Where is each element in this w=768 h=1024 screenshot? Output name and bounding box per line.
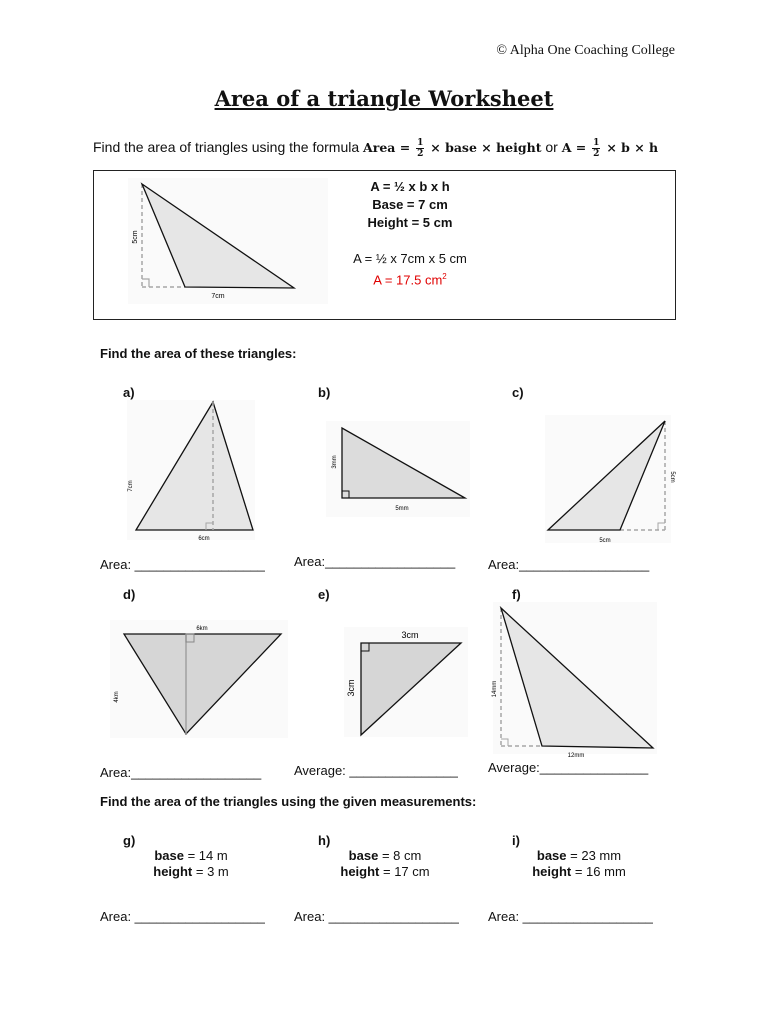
- fraction-half-1: [416, 138, 424, 159]
- example-calculation: A = ½ x 7cm x 5 cm: [353, 251, 467, 266]
- problem-i-base: [504, 848, 654, 864]
- problem-c-diagram: [540, 413, 676, 549]
- problem-g-height-value: = 3 m: [195, 864, 229, 879]
- problem-g-answer[interactable]: Area: __________________: [100, 909, 265, 924]
- problem-i-height-key: height: [532, 864, 572, 879]
- problem-g-label: g): [123, 833, 136, 848]
- problem-a-label: a): [123, 385, 135, 400]
- problem-h-measurements: [310, 848, 460, 880]
- problem-i-measurements: [504, 848, 654, 880]
- problem-h-label: h): [318, 833, 331, 848]
- problem-d-answer[interactable]: Area:__________________: [100, 765, 262, 780]
- instructions-or: or: [545, 139, 558, 156]
- problem-i-answer[interactable]: Area: __________________: [488, 909, 653, 924]
- fraction-numerator: 1: [417, 138, 424, 148]
- formula-1-lhs: Area =: [363, 140, 411, 156]
- instructions-prefix: Find the area of triangles using the formula: [93, 139, 360, 156]
- problem-e-base-label: 3cm: [401, 630, 419, 640]
- problem-d-diagram: [108, 618, 290, 740]
- problem-b-height-label: 3mm: [332, 455, 338, 469]
- problem-c-base-label: 5cm: [599, 538, 611, 544]
- problem-f-answer[interactable]: Average:_______________: [488, 760, 649, 775]
- fraction-denominator: 2: [593, 149, 600, 159]
- problem-e-label: e): [318, 587, 330, 602]
- example-working: [330, 178, 490, 286]
- example-base: Base = 7 cm: [372, 197, 448, 212]
- problem-e-diagram: [340, 625, 470, 740]
- example-height: Height = 5 cm: [367, 215, 453, 230]
- problem-i-base-key: base: [536, 848, 567, 863]
- problem-c-answer[interactable]: Area:__________________: [488, 557, 650, 572]
- fraction-numerator: 1: [593, 138, 600, 148]
- problem-h-height-value: = 17 cm: [383, 864, 430, 879]
- problem-i-height: [504, 864, 654, 880]
- problem-i-height-value: = 16 mm: [574, 864, 626, 879]
- problem-g-height-key: height: [153, 864, 193, 879]
- problem-d-height-label: 4km: [114, 691, 120, 703]
- example-result-superscript: 2: [442, 272, 447, 281]
- problem-g-base-value: = 14 m: [187, 848, 228, 863]
- problem-g-base-key: base: [154, 848, 184, 863]
- problem-a-base-label: 6cm: [198, 536, 210, 542]
- problem-i-label: i): [512, 833, 520, 848]
- problem-h-height-key: height: [340, 864, 380, 879]
- problem-b-diagram: [322, 418, 474, 520]
- problem-f-diagram: [490, 600, 662, 760]
- example-formula: A = ½ x b x h: [370, 179, 450, 194]
- problem-c-height-label: 5cm: [669, 471, 675, 483]
- example-result-value: A = 17.5 cm: [373, 272, 443, 288]
- problem-h-answer[interactable]: Area: __________________: [294, 909, 459, 924]
- formula-1-rhs: × base × height: [430, 140, 542, 156]
- problem-e-height-label: 3cm: [346, 679, 356, 697]
- section-1-heading: Find the area of these triangles:: [100, 346, 297, 361]
- problem-i-base-value: = 23 mm: [570, 848, 622, 863]
- problem-g-base: [116, 848, 266, 864]
- problem-h-base-value: = 8 cm: [381, 848, 422, 863]
- formula-2-lhs: A =: [561, 140, 587, 156]
- problem-a-answer[interactable]: Area: __________________: [100, 557, 265, 572]
- problem-g-measurements: [116, 848, 266, 880]
- problem-a-diagram: [122, 398, 262, 546]
- problem-e-answer[interactable]: Average: _______________: [294, 763, 458, 778]
- problem-h-base: [310, 848, 460, 864]
- problem-d-base-label: 6km: [196, 626, 208, 632]
- example-base-label: 7cm: [211, 293, 225, 300]
- example-spacer: [330, 232, 490, 250]
- example-height-label: 5cm: [132, 230, 139, 244]
- problem-f-height-label: 14mm: [492, 680, 498, 698]
- problem-h-height: [310, 864, 460, 880]
- fraction-half-2: [592, 138, 600, 159]
- problem-f-base-label: 12mm: [567, 753, 585, 759]
- problem-a-height-label: 7cm: [128, 480, 134, 492]
- formula-2-rhs: × b × h: [606, 140, 659, 156]
- problem-b-answer[interactable]: Area:__________________: [294, 554, 456, 569]
- problem-d-label: d): [123, 587, 136, 602]
- problem-b-base-label: 5mm: [395, 506, 409, 512]
- problem-b-label: b): [318, 385, 331, 400]
- fraction-denominator: 2: [417, 149, 424, 159]
- section-2-heading: Find the area of the triangles using the given measurements:: [100, 794, 477, 809]
- copyright-notice: © Alpha One Coaching College: [496, 43, 675, 58]
- problem-c-label: c): [512, 385, 524, 400]
- page-title: Area of a triangle Worksheet: [214, 86, 554, 111]
- problem-g-height: [116, 864, 266, 880]
- problem-f-label: f): [512, 587, 521, 602]
- instructions: [93, 138, 658, 159]
- example-result: [330, 268, 490, 286]
- problem-h-base-key: base: [348, 848, 379, 863]
